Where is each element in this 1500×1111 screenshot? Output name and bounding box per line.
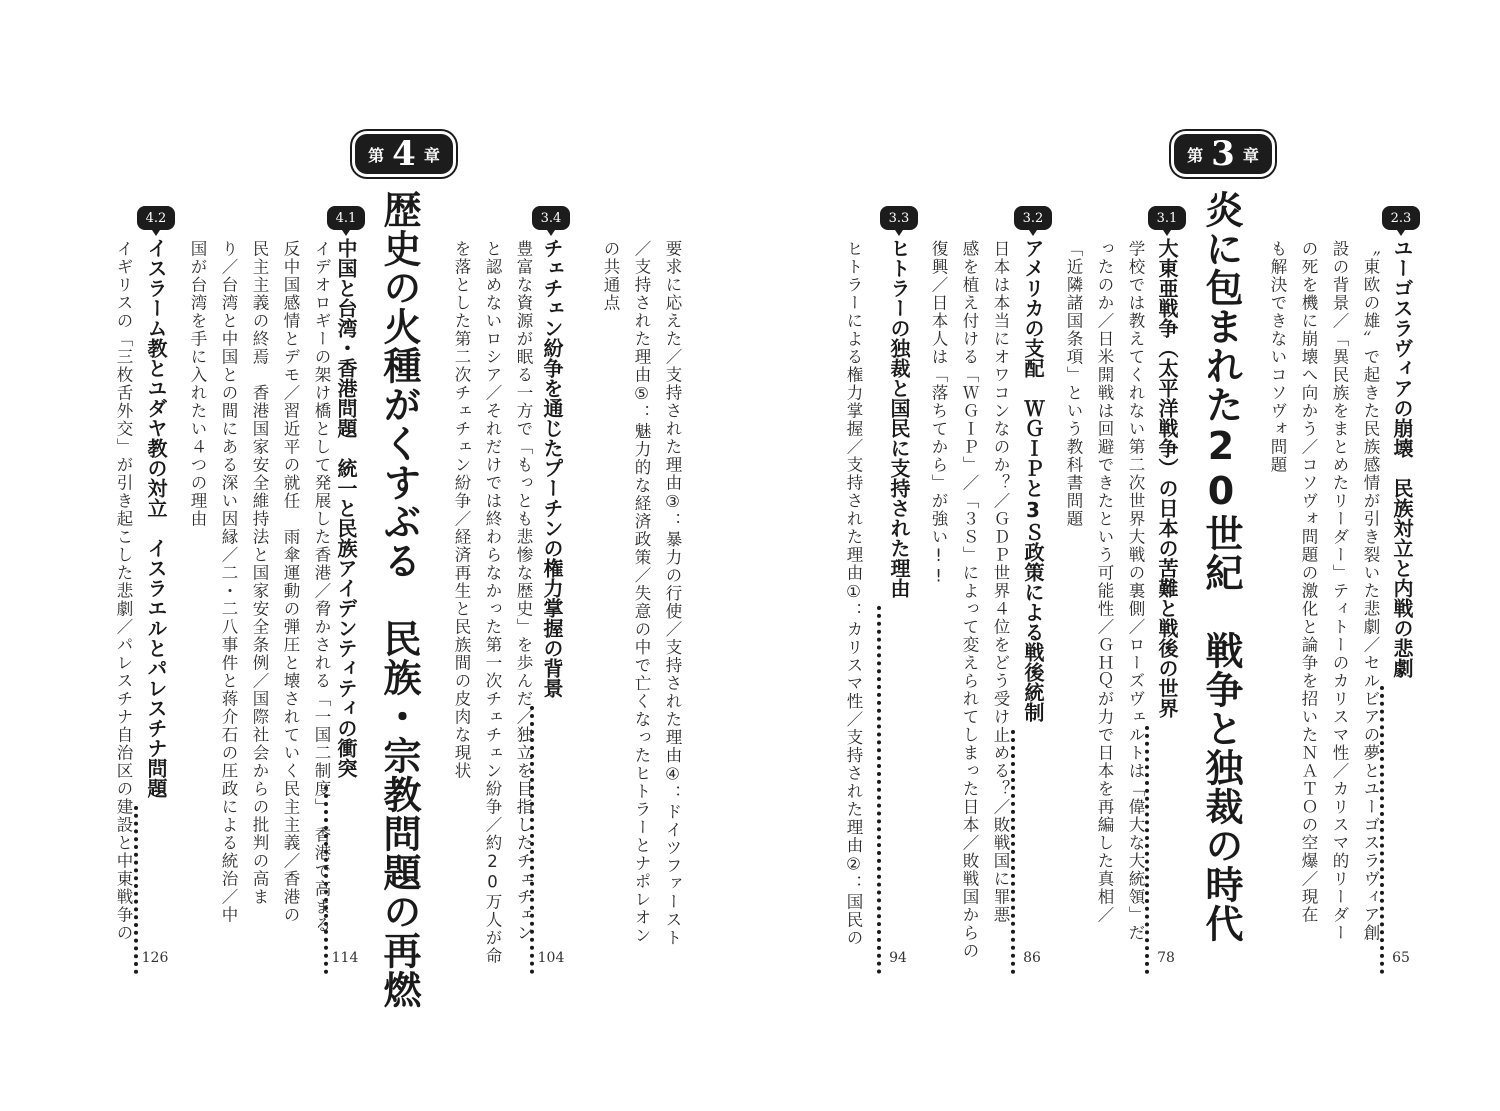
desc-line: の共通点: [601, 240, 620, 312]
desc-line: 民主主義の終焉 香港国家安全維持法と国家安全条例／国際社会からの批判の高ま: [250, 240, 269, 906]
section-4-2-entry[interactable]: [144, 238, 168, 978]
section-3-2-entry[interactable]: [1021, 238, 1045, 978]
section-3-1-description: [1058, 240, 1151, 942]
chapter-suffix: 章: [1242, 145, 1259, 165]
section-title[interactable]: ヒトラーの独裁と国民に支持された理由: [887, 238, 911, 598]
section-title[interactable]: 中国と台湾・香港問題 統一と民族アイデンティティの衝突: [334, 238, 358, 778]
desc-line: イデオロギーの架け橋として発展した香港／脅かされる「一国二制度」 香港で高まる: [312, 240, 331, 934]
section-3-4-entry[interactable]: [540, 238, 564, 978]
section-number-tab: 4.1: [327, 206, 365, 230]
chapter-prefix: 第: [368, 145, 385, 165]
chapter-number: 4: [392, 134, 416, 174]
page-number: 78: [1157, 950, 1175, 966]
desc-line: 設の背景／「異民族をまとめたリーダー」ティトーのカリスマ性／カリスマ的リーダー: [1330, 240, 1349, 942]
chapter-4-badge: [355, 134, 453, 174]
desc-line: と認めないロシア／それだけでは終わらなかった第一次チェチェン紛争／約20万人が命: [483, 240, 502, 965]
desc-line: 復興／日本人は「落ちてから」が強い!!: [929, 240, 948, 587]
section-2-3-entry[interactable]: [1390, 238, 1414, 978]
desc-line: 要求に応えた／支持された理由③：暴力の行使／支持された理由④：ドイツファースト: [663, 240, 682, 947]
desc-line: ／支持された理由⑤：魅力的な経済政策／失意の中で亡くなったヒトラーとナポレオン: [632, 240, 651, 945]
section-number-tab: 2.3: [1382, 206, 1420, 230]
desc-line: 学校では教えてくれない第二次世界大戦の裏側／ローズヴェルトは「偉大な大統領」だ: [1126, 240, 1145, 942]
chapter-suffix: 章: [423, 145, 440, 165]
section-number-tab: 4.2: [137, 206, 175, 230]
section-title[interactable]: 大東亜戦争（太平洋戦争）の日本の苦難と戦後の世界: [1155, 238, 1179, 718]
section-3-4-description: [446, 240, 539, 965]
desc-line: 「近隣諸国条項」という教科書問題: [1064, 240, 1083, 528]
section-title[interactable]: イスラーム教とユダヤ教の対立 イスラエルとパレスチナ問題: [144, 238, 168, 798]
desc-line: 反中国感情とデモ／習近平の就任 雨傘運動の弾圧と壊されていく民主主義／香港の: [281, 240, 300, 924]
section-4-2-description: [108, 240, 139, 942]
desc-line: ったのか／日米開戦は回避できたという可能性／ＧＨＱが力で日本を再編した真相／: [1095, 240, 1114, 924]
chapter-4-title: 歴史の火種がくすぶる 民族・宗教問題の再燃: [377, 190, 421, 1009]
desc-line: の死を機に崩壊へ向かう／コソヴォ問題の激化と論争を招いたＮＡＴＯの空爆／現在: [1299, 240, 1318, 924]
section-2-3-description: [1262, 240, 1386, 942]
chapter-number: 3: [1211, 134, 1235, 174]
dot-leader: [877, 606, 901, 974]
desc-line: 感を植え付ける「ＷＧＩＰ」／「３Ｓ」によって変えられてしまった日本／敗戦国からの: [960, 240, 979, 960]
page-number: 94: [889, 950, 907, 966]
desc-line: を落とした第二次チェチェン紛争／経済再生と民族間の皮肉な現状: [452, 240, 471, 780]
section-number-tab: 3.4: [532, 206, 570, 230]
section-number-tab: 3.1: [1148, 206, 1186, 230]
section-title[interactable]: ユーゴスラヴィアの崩壊 民族対立と内戦の悲劇: [1390, 238, 1414, 678]
page-number: 65: [1392, 950, 1410, 966]
section-title[interactable]: アメリカの支配 ＷＧＩＰと3Ｓ政策による戦後統制: [1021, 238, 1045, 722]
chapter-3-badge: [1174, 134, 1272, 174]
desc-line: も解決できないコソヴォ問題: [1268, 240, 1287, 474]
chapter-3-title: 炎に包まれた20世紀 戦争と独裁の時代: [1199, 190, 1243, 943]
section-4-1-entry[interactable]: [334, 238, 358, 978]
desc-line: り／台湾と中国との間にある深い因縁／二・二八事件と蒋介石の圧政による統治／中: [219, 240, 238, 924]
section-title[interactable]: チェチェン紛争を通じたプーチンの権力掌握の背景: [540, 238, 564, 698]
desc-line: ヒトラーによる権力掌握／支持された理由①：カリスマ性／支持された理由②：国民の: [844, 240, 863, 947]
page-number: 86: [1023, 950, 1041, 966]
page-number: 126: [141, 950, 169, 966]
section-3-2-description: [923, 240, 1016, 960]
page-number: 114: [331, 950, 359, 966]
section-3-3-entry[interactable]: [887, 238, 911, 978]
page-number: 104: [537, 950, 565, 966]
section-number-tab: 3.3: [880, 206, 918, 230]
section-4-1-description: [182, 240, 337, 934]
section-3-1-entry[interactable]: [1155, 238, 1179, 978]
section-number-tab: 3.2: [1014, 206, 1052, 230]
desc-line: イギリスの「三枚舌外交」が引き起こした悲劇／パレスチナ自治区の建設と中東戦争の: [114, 240, 133, 942]
desc-line: 日本は本当にオワコンなのか？／ＧＤＰ世界４位をどう受け止める？／敗戦国に罪悪: [991, 240, 1010, 924]
desc-line: 国が台湾を手に入れたい４つの理由: [188, 240, 207, 528]
section-3-3-description: [595, 240, 869, 947]
chapter-prefix: 第: [1187, 145, 1204, 165]
desc-line: 〝東欧の雄〟で起きた民族感情が引き裂いた悲劇／セルビアの夢とユーゴスラヴィア創: [1361, 240, 1380, 942]
desc-line: 豊富な資源が眠る一方で「もっとも悲惨な歴史」を歩んだ／独立を目指したチェチェン: [514, 240, 533, 942]
